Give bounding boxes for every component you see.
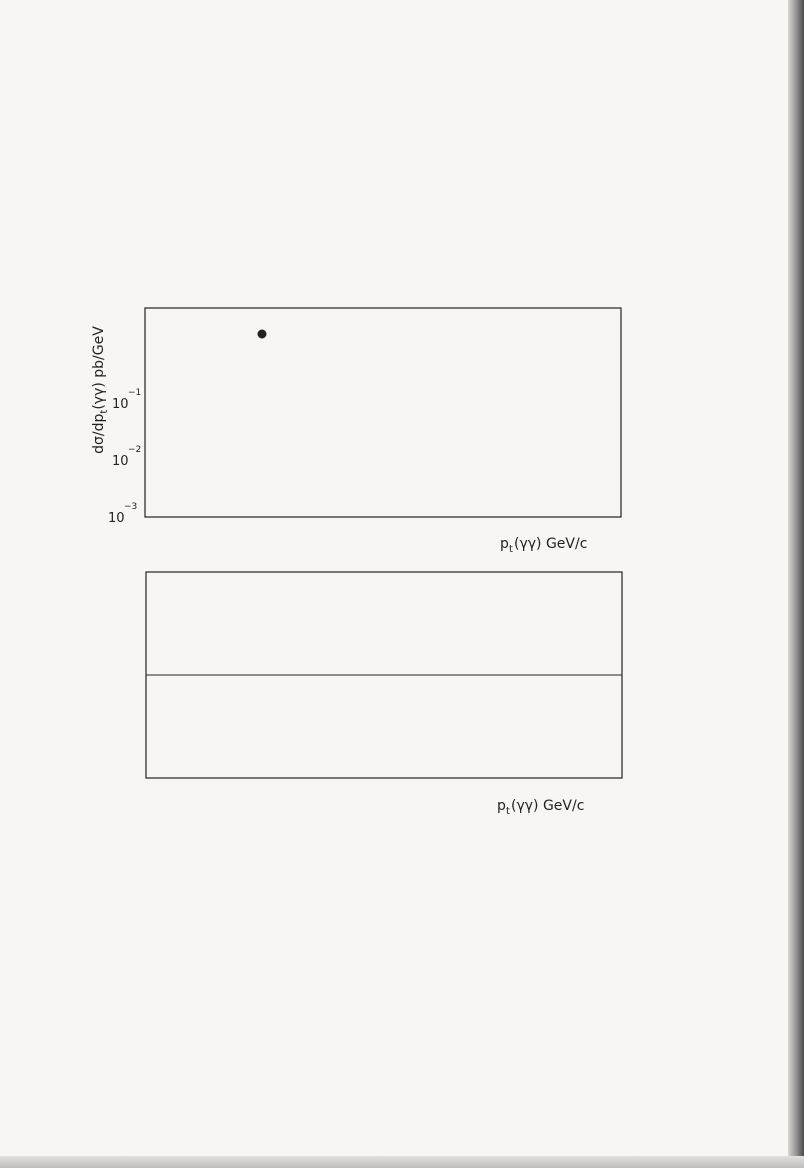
svg-text:p: p (500, 536, 509, 552)
svg-text:t: t (506, 806, 510, 817)
top-y-tick-1e-3 (108, 502, 137, 526)
svg-text:10: 10 (112, 397, 129, 412)
top-y-axis-label: $d\sigma/dp_t(\gamma\gamma)$ pb/GeV (91, 326, 110, 454)
svg-text:(γγ) GeV/c: (γγ) GeV/c (511, 798, 585, 814)
svg-text:p: p (497, 798, 506, 814)
top-plot-frame (145, 308, 621, 517)
bottom-x-axis-label (497, 798, 584, 817)
top-x-axis-label (500, 536, 587, 555)
svg-text:10: 10 (108, 511, 125, 526)
top-y-tick-1e-1 (112, 388, 141, 412)
scan-bottom-edge (0, 1156, 804, 1168)
legend-marker (258, 330, 267, 339)
svg-text:10: 10 (112, 454, 129, 469)
svg-text:t: t (509, 544, 513, 555)
svg-text:(γγ) GeV/c: (γγ) GeV/c (514, 536, 588, 552)
svg-text:−1: −1 (128, 388, 142, 398)
top-y-tick-1e-2 (112, 445, 141, 469)
ratio-plot (146, 572, 622, 817)
svg-text:−3: −3 (124, 502, 138, 512)
cross-section-plot (91, 308, 621, 555)
legend (258, 330, 267, 339)
top-y-ticks (108, 388, 141, 526)
svg-text:−2: −2 (128, 445, 142, 455)
